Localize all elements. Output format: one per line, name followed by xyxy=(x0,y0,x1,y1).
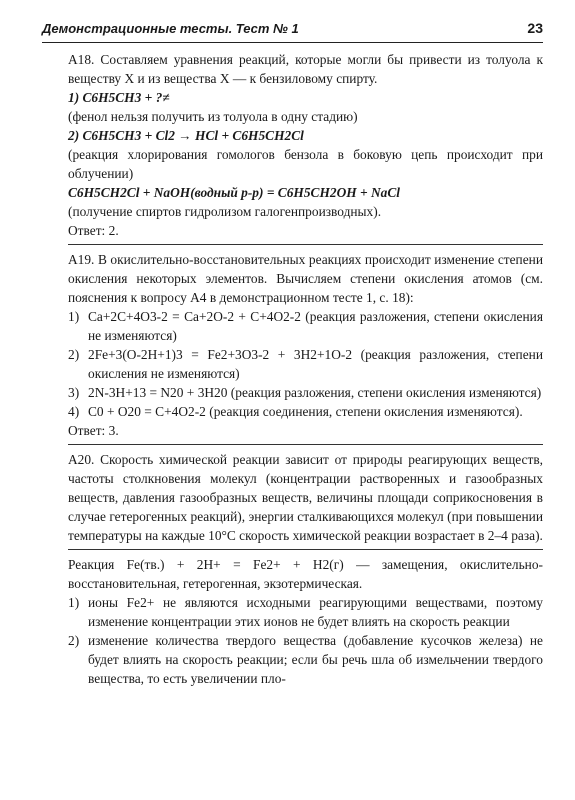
a18-note-1: (фенол нельзя получить из толуола в одну стадию) xyxy=(68,109,358,124)
a18-formula-2: 2) C6H5CH3 + Cl2 → HCl + C6H5CH2Cl xyxy=(68,128,304,143)
a20-intro: А20. Скорость химической реакции зависит от природы реагирующих веществ, частоты столкновения молекул (концентрации растворенных и газообразных веществ, давления газообразных веществ, величины площади соприкосновения в случае гетерогенных реакций), энергии сталкивающихся молекул (при повышении температуры на каждые 10°С скорость химической реакции возрастает в 2–4 раза). xyxy=(68,452,543,543)
section-divider xyxy=(68,545,543,555)
header-rule xyxy=(42,42,543,43)
item-number: 1) xyxy=(68,595,80,610)
item-text: изменение количества твердого вещества (добавление кусочков железа) не будет влиять на скорость реакции; если бы речь шла об измельчении твердого вещества, то есть увеличении пло- xyxy=(88,633,543,686)
item-text: C0 + O20 = C+4O2-2 (реакция соединения, степени окисления изменяются). xyxy=(88,404,523,419)
a18-intro: А18. Составляем уравнения реакций, которые могли бы привести из толуола к веществу X и из вещества X — к бензиловому спирту. xyxy=(68,52,543,86)
page-number: 23 xyxy=(527,20,543,36)
item-text: ионы Fe2+ не являются исходными реагирующими веществами, поэтому изменение концентрации этих ионов не будет влиять на скорость реакции xyxy=(88,595,543,629)
a20-item xyxy=(68,593,543,631)
section-divider xyxy=(68,240,543,250)
a19-answer: Ответ: 3. xyxy=(68,423,119,438)
a20-item xyxy=(68,631,543,688)
item-number: 2) xyxy=(68,633,80,648)
answer-a18 xyxy=(68,50,543,240)
item-number: 3) xyxy=(68,385,80,400)
a19-item xyxy=(68,345,543,383)
a18-note-3: (получение спиртов гидролизом галогенпроизводных). xyxy=(68,204,382,219)
header-title: Демонстрационные тесты. Тест № 1 xyxy=(42,21,299,36)
answer-a20 xyxy=(68,450,543,688)
a18-formula-3: C6H5CH2Cl + NaOH(водный р-р) = C6H5CH2OH + NaCl xyxy=(68,185,400,200)
item-text: 2Fe+3(O-2H+1)3 = Fe2+3O3-2 + 3H2+1O-2 (реакция разложения, степени окисления не изменяются) xyxy=(88,347,543,381)
item-text: Ca+2C+4O3-2 = Ca+2O-2 + C+4O2-2 (реакция разложения, степени окисления не изменяются) xyxy=(88,309,543,343)
a18-answer: Ответ: 2. xyxy=(68,223,119,238)
a19-item xyxy=(68,383,543,402)
a18-note-2: (реакция хлорирования гомологов бензола в боковую цепь происходит при облучении) xyxy=(68,147,543,181)
page-content xyxy=(68,50,543,688)
item-number: 4) xyxy=(68,404,80,419)
a19-intro: А19. В окислительно-восстановительных реакциях происходит изменение степени окисления некоторых элементов. Вычисляем степени окисления атомов (см. пояснения к вопросу А4 в демонстрационном тесте 1, с. 18): xyxy=(68,252,543,305)
a19-item xyxy=(68,402,543,421)
running-header xyxy=(42,20,543,42)
answer-a19 xyxy=(68,250,543,440)
section-divider xyxy=(68,440,543,450)
item-number: 1) xyxy=(68,309,80,324)
item-number: 2) xyxy=(68,347,80,362)
a20-reaction: Реакция Fe(тв.) + 2H+ = Fe2+ + H2(г) — замещения, окислительно-восстановительная, гетерогенная, экзотермическая. xyxy=(68,557,543,591)
a19-item xyxy=(68,307,543,345)
item-text: 2N-3H+13 = N20 + 3H20 (реакция разложения, степени окисления изменяются) xyxy=(88,385,542,400)
a18-formula-1: 1) C6H5CH3 + ?≠ xyxy=(68,90,170,105)
